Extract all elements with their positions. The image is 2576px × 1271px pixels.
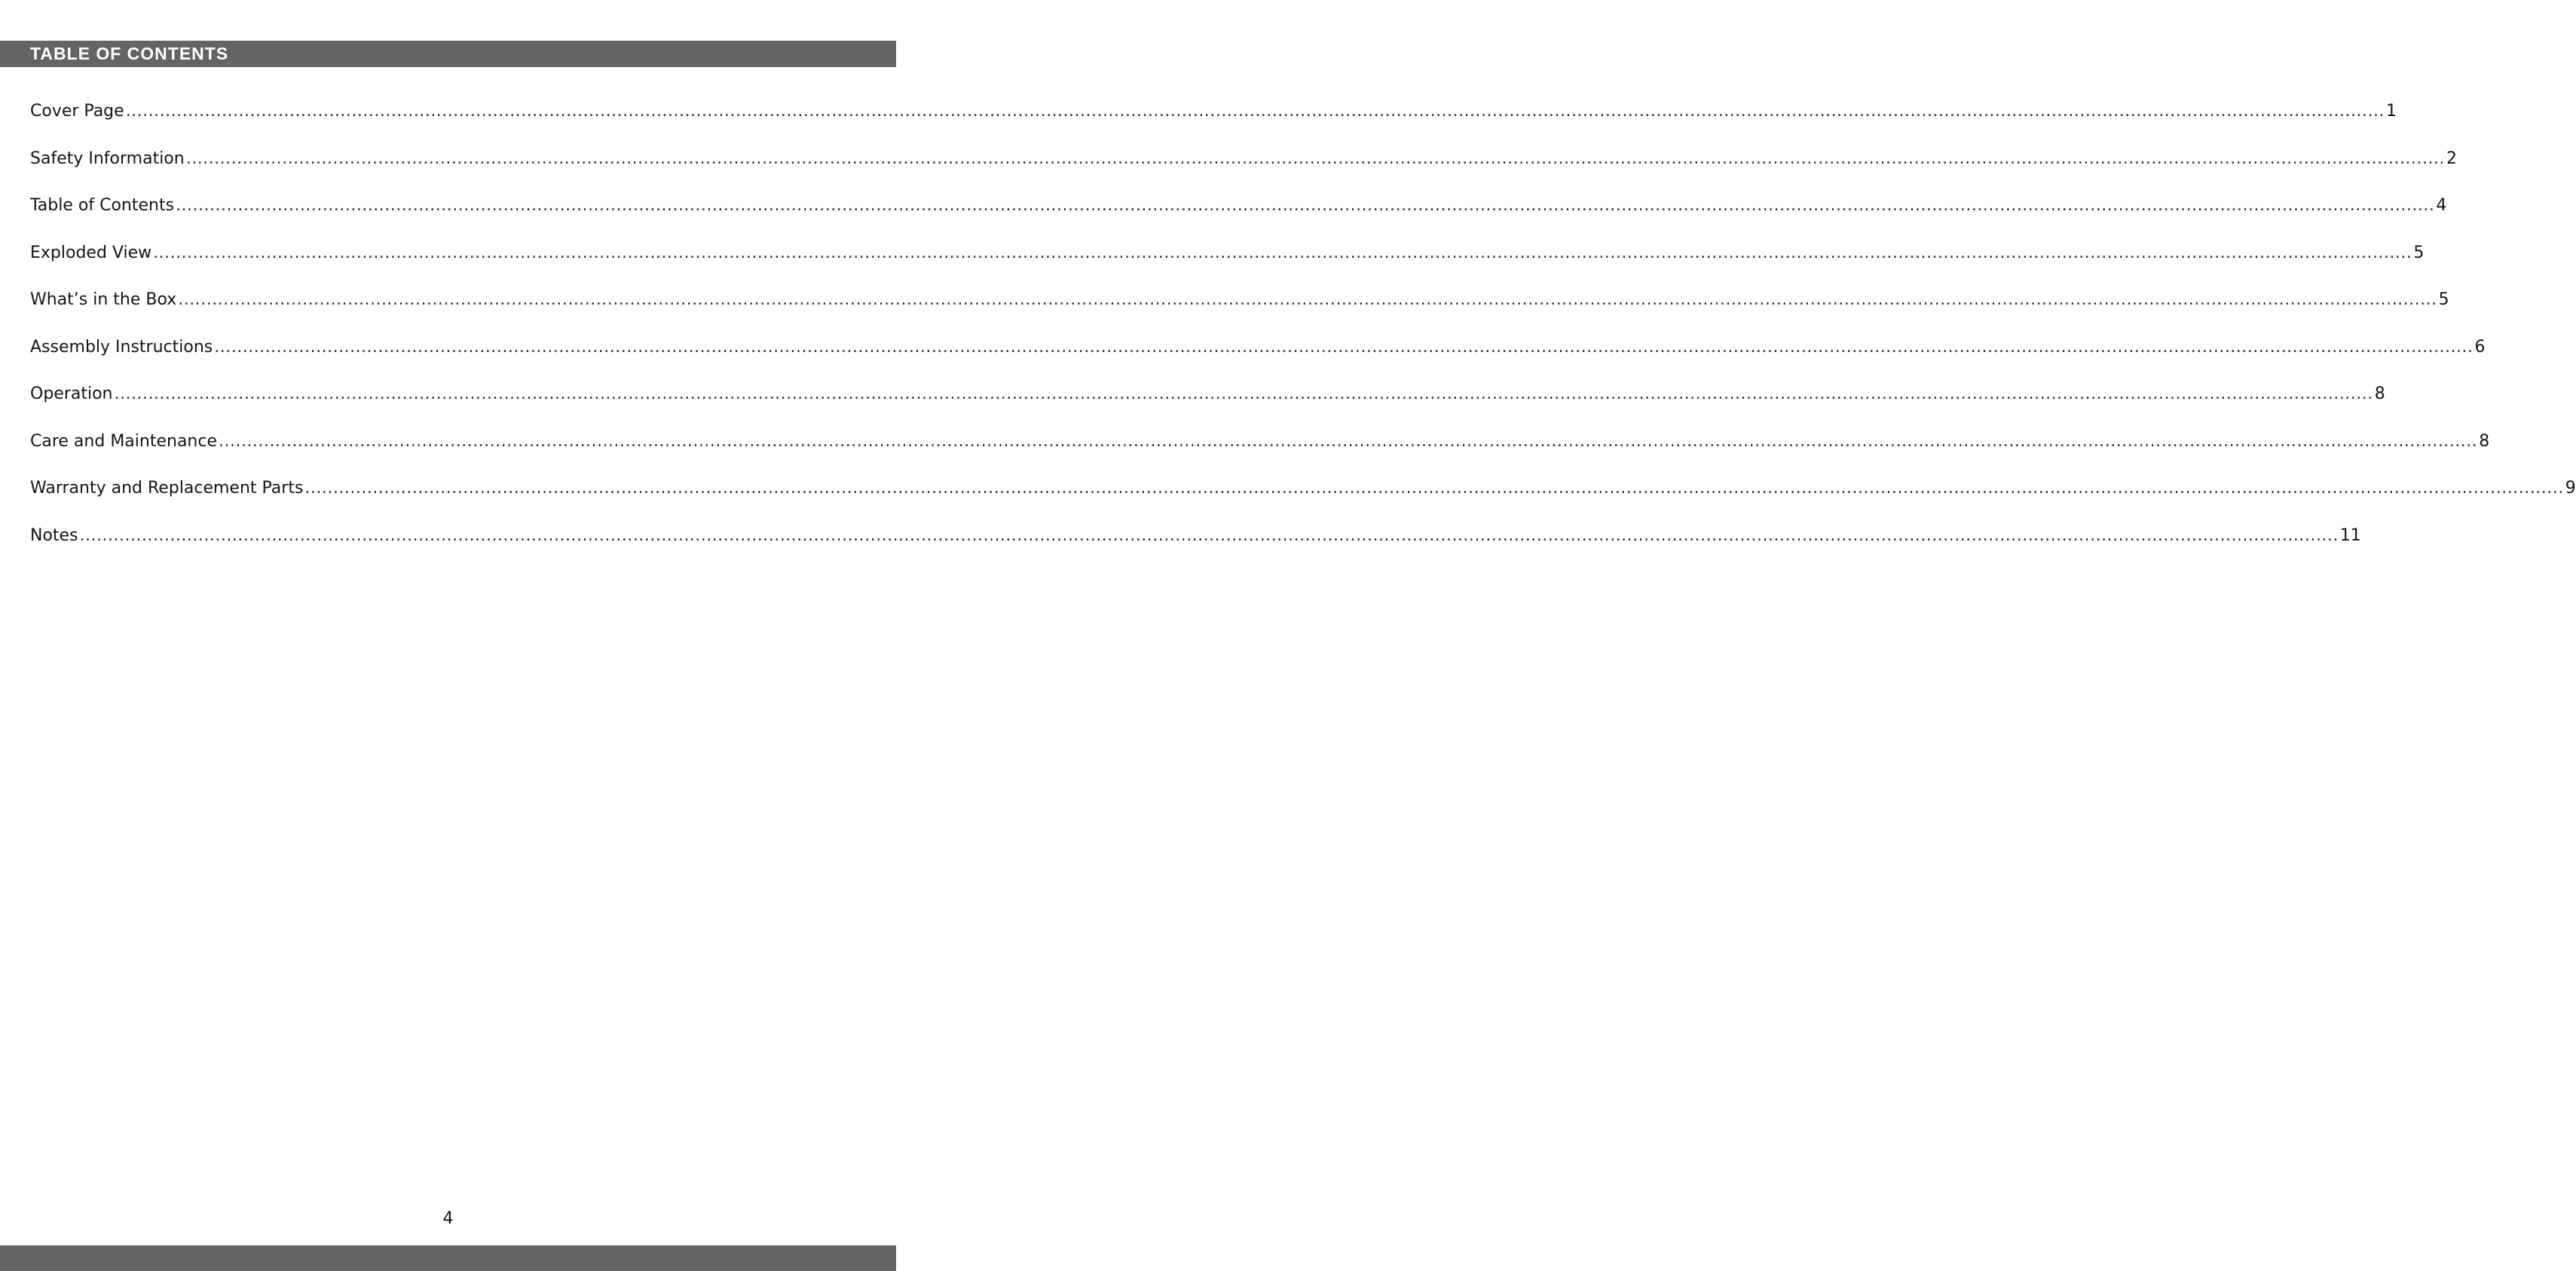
toc-entry-page: 4 (2436, 196, 2447, 215)
toc-entry-page: 5 (2438, 290, 2449, 309)
toc-entry-page: 1 (2385, 102, 2397, 121)
toc-entry-label: Cover Page (30, 102, 124, 121)
toc-entry-page: 5 (2413, 243, 2425, 262)
toc-dot-leader: ................................................................................................................................................................................................................................................................................................................................................................................................................ (219, 431, 2478, 451)
toc-dot-leader: ................................................................................................................................................................................................................................................................................................................................................................................................................ (114, 384, 2373, 403)
toc-entry-label: What’s in the Box (30, 290, 177, 309)
toc-dot-leader: ................................................................................................................................................................................................................................................................................................................................................................................................................ (214, 337, 2474, 357)
toc-dot-leader: ................................................................................................................................................................................................................................................................................................................................................................................................................ (185, 149, 2445, 168)
toc-entry-page: 11 (2339, 525, 2361, 545)
toc-dot-leader: ................................................................................................................................................................................................................................................................................................................................................................................................................ (178, 290, 2437, 309)
toc-dot-leader: ................................................................................................................................................................................................................................................................................................................................................................................................................ (176, 196, 2435, 215)
toc-entry-label: Warranty and Replacement Parts (30, 479, 304, 498)
header-bar (0, 41, 896, 67)
table-of-contents (30, 102, 2576, 573)
toc-entry[interactable] (30, 243, 2425, 291)
footer-bar (0, 1245, 896, 1271)
page-title: TABLE OF CONTENTS (30, 44, 229, 63)
toc-entry[interactable] (30, 384, 2385, 432)
toc-entry-page: 6 (2474, 337, 2486, 357)
toc-entry-label: Exploded View (30, 243, 152, 262)
toc-entry-page: 8 (2479, 431, 2490, 451)
toc-dot-leader: ................................................................................................................................................................................................................................................................................................................................................................................................................ (125, 102, 2385, 121)
toc-entry-label: Safety Information (30, 149, 185, 168)
toc-entry-label: Operation (30, 384, 113, 403)
toc-entry-label: Assembly Instructions (30, 337, 213, 357)
toc-entry[interactable] (30, 149, 2457, 197)
toc-entry[interactable] (30, 479, 2576, 526)
toc-entry[interactable] (30, 102, 2397, 149)
toc-entry[interactable] (30, 337, 2486, 385)
toc-entry-page: 8 (2374, 384, 2385, 403)
page-number: 4 (442, 1209, 454, 1228)
toc-dot-leader: ................................................................................................................................................................................................................................................................................................................................................................................................................ (304, 479, 2564, 498)
toc-entry-page: 2 (2446, 149, 2457, 168)
toc-entry-label: Table of Contents (30, 196, 175, 215)
toc-entry-label: Care and Maintenance (30, 431, 217, 451)
toc-dot-leader: ................................................................................................................................................................................................................................................................................................................................................................................................................ (153, 243, 2412, 262)
toc-entry-label: Notes (30, 525, 78, 545)
toc-entry-page: 9 (2565, 479, 2576, 498)
toc-dot-leader: ................................................................................................................................................................................................................................................................................................................................................................................................................ (79, 525, 2339, 545)
toc-entry[interactable] (30, 525, 2361, 574)
toc-entry[interactable] (30, 196, 2447, 243)
toc-entry[interactable] (30, 290, 2449, 338)
toc-entry[interactable] (30, 431, 2490, 479)
